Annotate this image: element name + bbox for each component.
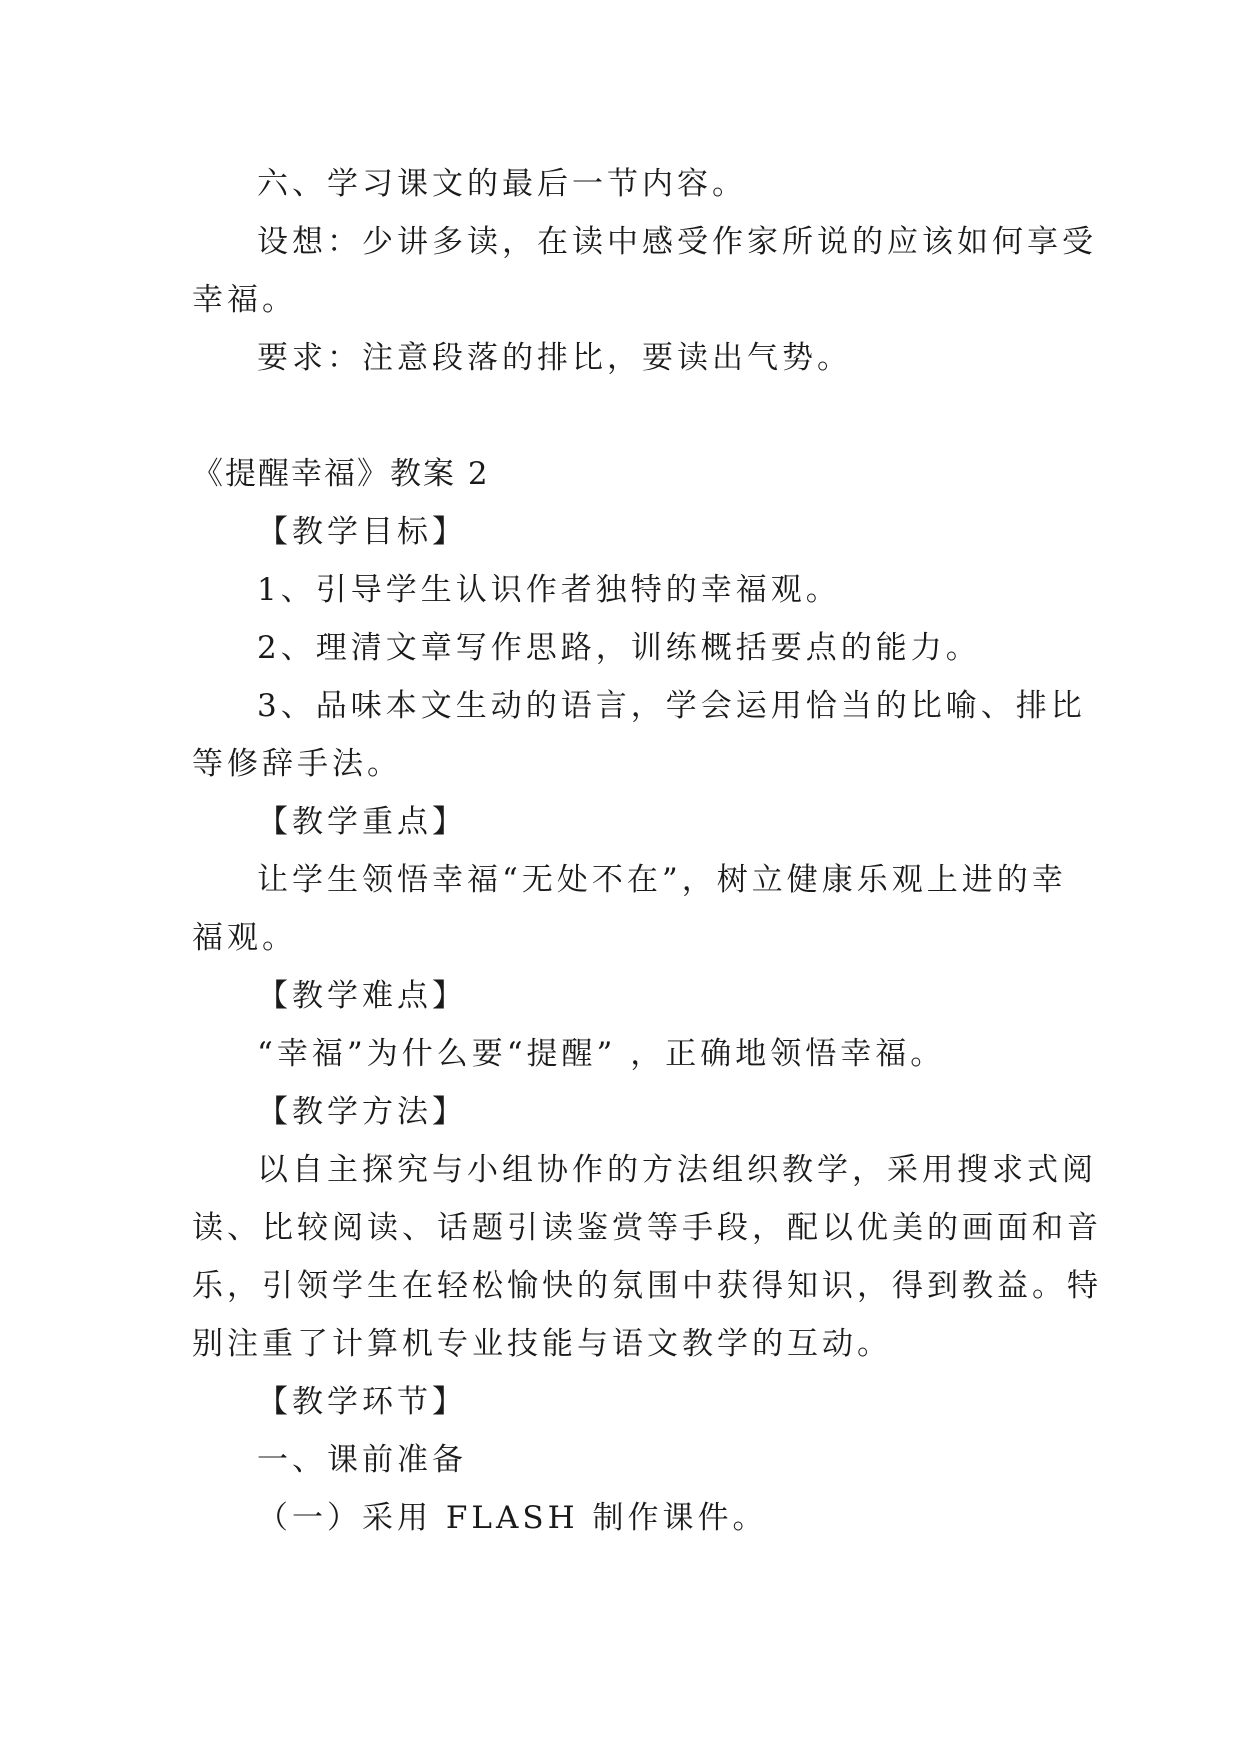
difficulty-paragraph: “幸福”为什么要“提醒” ，正确地领悟幸福。 <box>257 1036 946 1072</box>
goal-item-3-line-2: 等修辞手法。 <box>192 746 402 782</box>
goal-item-3-line-1: 3、品味本文生动的语言，学会运用恰当的比喻、排比 <box>257 688 1086 724</box>
method-paragraph-line-4: 别注重了计算机专业技能与语文教学的互动。 <box>192 1326 892 1362</box>
design-paragraph-line-1: 设想：少讲多读，在读中感受作家所说的应该如何享受 <box>257 224 1097 260</box>
section-six-heading: 六、学习课文的最后一节内容。 <box>257 166 747 202</box>
step-one-item-1: （一）采用 FLASH 制作课件。 <box>257 1500 768 1536</box>
method-paragraph-line-2: 读、比较阅读、话题引读鉴赏等手段，配以优美的画面和音 <box>192 1210 1102 1246</box>
teaching-goals-heading: 【教学目标】 <box>257 514 467 550</box>
goal-item-2: 2、理清文章写作思路，训练概括要点的能力。 <box>257 630 981 666</box>
teaching-method-heading: 【教学方法】 <box>257 1094 467 1130</box>
focus-paragraph-line-2: 福观。 <box>192 920 297 956</box>
method-paragraph-line-1: 以自主探究与小组协作的方法组织教学，采用搜求式阅 <box>257 1152 1097 1188</box>
teaching-steps-heading: 【教学环节】 <box>257 1384 467 1420</box>
lesson-plan-title: 《提醒幸福》教案 2 <box>192 456 490 492</box>
method-paragraph-line-3: 乐，引领学生在轻松愉快的氛围中获得知识，得到教益。特 <box>192 1268 1102 1304</box>
requirement-paragraph: 要求：注意段落的排比，要读出气势。 <box>257 340 852 376</box>
goal-item-1: 1、引导学生认识作者独特的幸福观。 <box>257 572 841 608</box>
focus-paragraph-line-1: 让学生领悟幸福“无处不在”，树立健康乐观上进的幸 <box>257 862 1067 898</box>
design-paragraph-line-2: 幸福。 <box>192 282 297 318</box>
teaching-focus-heading: 【教学重点】 <box>257 804 467 840</box>
teaching-difficulty-heading: 【教学难点】 <box>257 978 467 1014</box>
step-one-heading: 一、课前准备 <box>257 1442 467 1478</box>
